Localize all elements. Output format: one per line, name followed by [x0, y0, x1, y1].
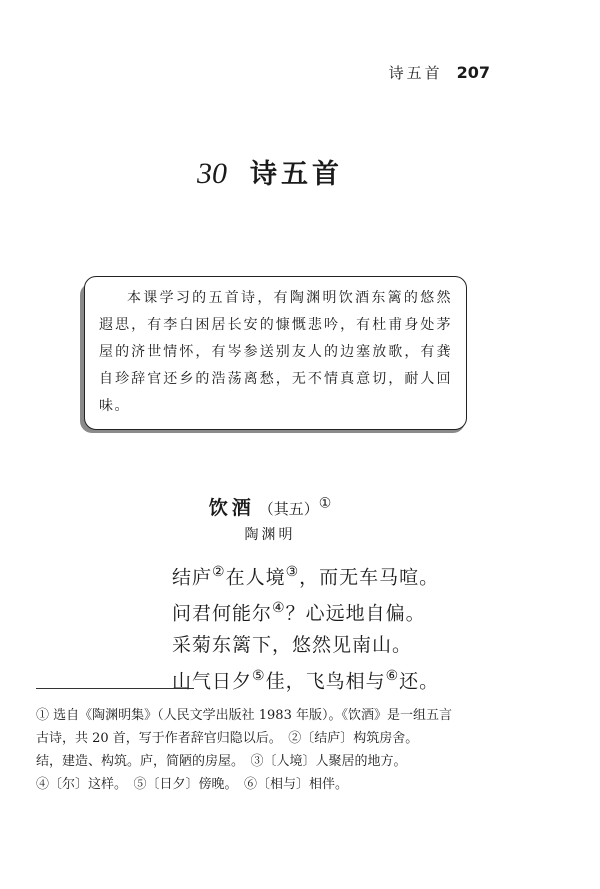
footnote-line: ④〔尔〕这样。 ⑤〔日夕〕傍晚。 ⑥〔相与〕相伴。 [36, 777, 349, 792]
note-mark: ③ [285, 564, 300, 580]
poem-line [172, 661, 439, 697]
chapter-title: 诗五首 [250, 159, 344, 190]
poem-line [172, 630, 439, 661]
footnote-divider [36, 688, 194, 689]
poem-line-text: 问君何能尔 [172, 602, 273, 625]
running-head [389, 62, 490, 83]
footnote-line: 结，建造、构筑。庐，简陋的房屋。 ③〔人境〕人聚居的地方。 [36, 754, 407, 769]
poem-title-line [0, 493, 540, 520]
page-number: 207 [456, 63, 490, 82]
poem-line-text: 在人境 [225, 566, 286, 589]
footnote-line: ① 选自《陶渊明集》（人民文学出版社 1983 年版）。《饮酒》是一组五言 [36, 708, 452, 723]
intro-text: 本课学习的五首诗，有陶渊明饮酒东篱的悠然遐思，有李白困居长安的慷慨悲吟，有杜甫身处茅屋的济世情怀，有岑参送别友人的边塞放歌，有龚自珍辞官还乡的浩荡离愁，无不情真意切，耐人回味。 [99, 290, 452, 414]
poem-line [172, 557, 439, 593]
poem-line-text: 结庐 [172, 566, 213, 589]
poem-body [172, 557, 439, 697]
poem-line-text: 还。 [399, 669, 440, 692]
note-mark: ⑤ [252, 667, 266, 684]
poem-line [172, 593, 439, 629]
poem-author: 陶渊明 [244, 527, 296, 543]
chapter-heading [0, 152, 540, 191]
chapter-number: 30 [196, 157, 227, 190]
poem-title-note-mark: ① [318, 495, 332, 512]
poem-line-text: ？心远地自偏。 [285, 602, 426, 625]
poem-line-text: 采菊东篱下，悠然见南山。 [172, 633, 413, 656]
note-mark: ④ [272, 600, 286, 617]
footnote-line: 古诗，共 20 首，写于作者辞官归隐以后。 ②〔结庐〕构筑房舍。 [36, 731, 419, 746]
poem-subtitle: （其五） [258, 500, 319, 518]
poem-title: 饮酒 [208, 497, 255, 519]
running-head-title: 诗五首 [388, 64, 443, 82]
poem-line-text: ，而无车马喧。 [299, 566, 440, 589]
note-mark: ⑥ [385, 667, 400, 684]
intro-box [84, 276, 467, 430]
note-mark: ② [212, 564, 226, 580]
footnotes [36, 704, 514, 796]
poem-line-text: 佳，飞鸟相与 [265, 669, 386, 692]
poem-line-text: 山气日夕 [172, 669, 253, 692]
